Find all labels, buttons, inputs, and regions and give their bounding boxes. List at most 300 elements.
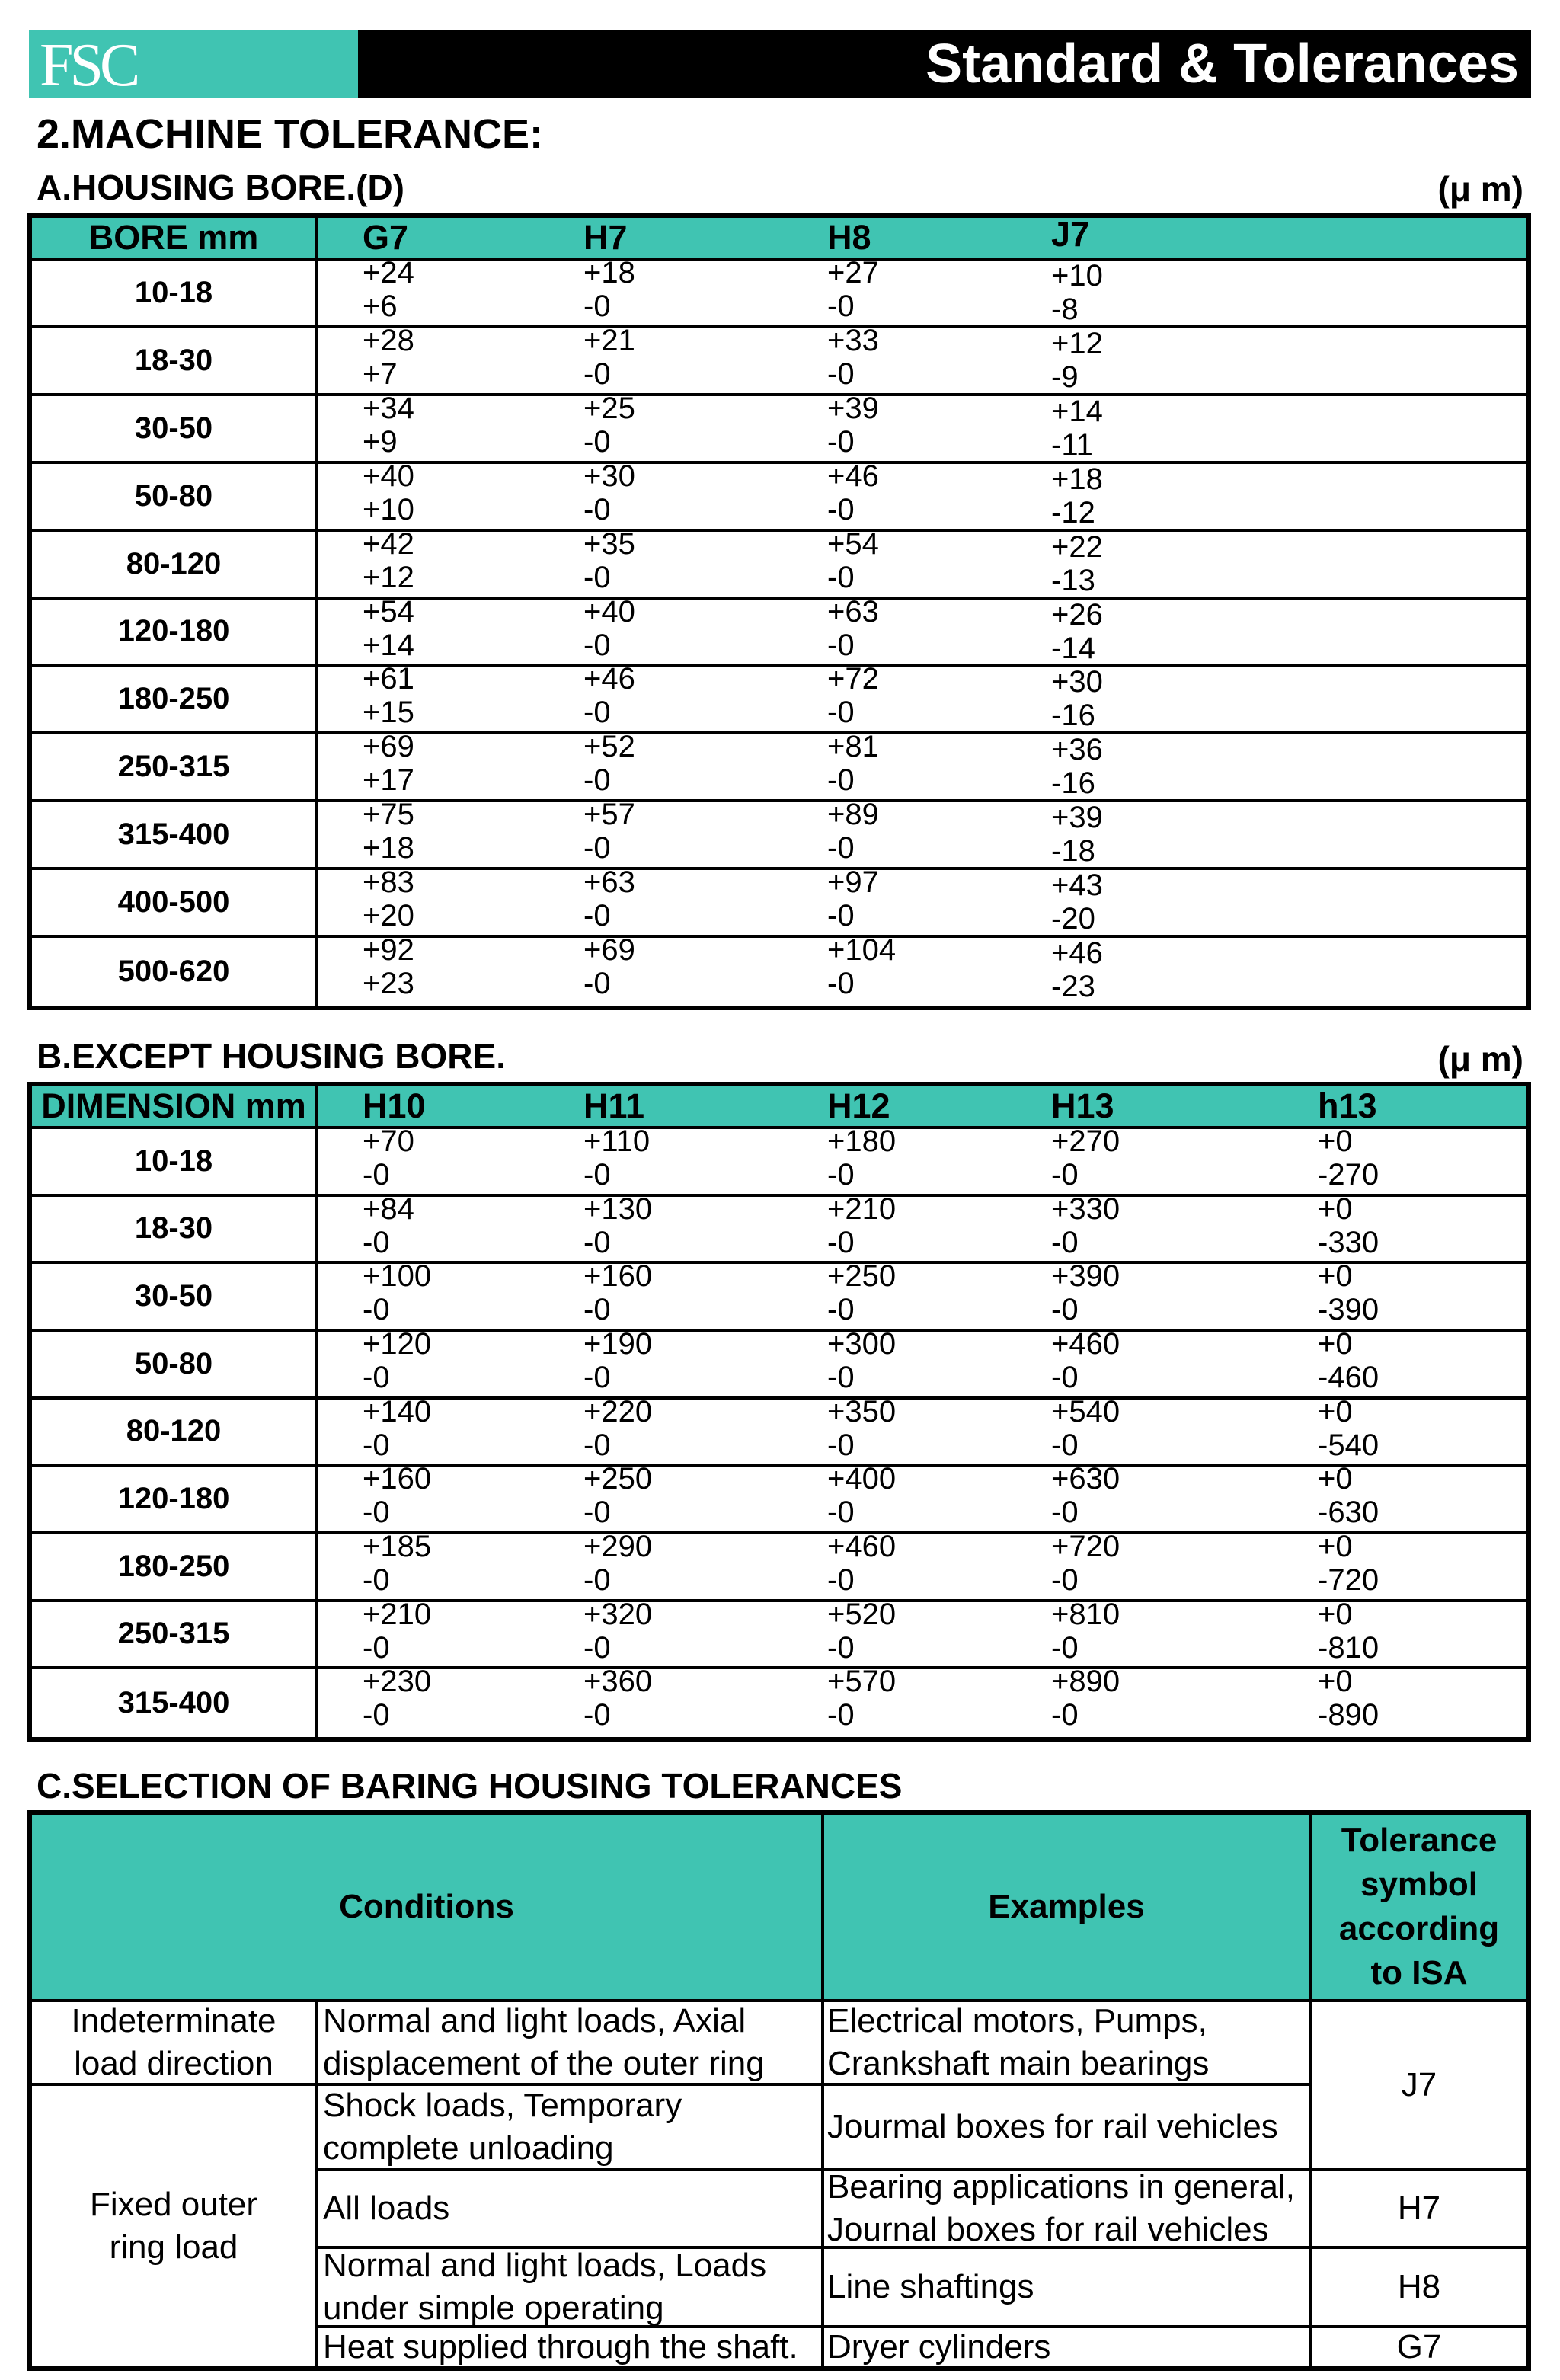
- size-range-label: 18-30: [32, 328, 318, 396]
- tolerance-values: [583, 392, 635, 459]
- tolerance-cell: [783, 1597, 1007, 1670]
- tolerance-upper-deviation: +18: [1051, 462, 1103, 496]
- tolerance-upper-deviation: +42: [363, 526, 414, 561]
- size-range-label: 400-500: [32, 870, 318, 938]
- tolerance-lower-deviation: -0: [827, 628, 855, 662]
- tolerance-values: [827, 527, 879, 594]
- size-range-label: 80-120: [32, 1400, 318, 1467]
- selection-title: C.SELECTION OF BARING HOUSING TOLERANCES: [37, 1766, 903, 1806]
- tolerance-values: [1051, 1598, 1120, 1665]
- tolerance-values: [583, 1327, 652, 1394]
- tolerance-values: [363, 865, 414, 932]
- tolerance-lower-deviation: -0: [827, 1225, 855, 1259]
- tolerance-upper-deviation: +140: [363, 1394, 432, 1428]
- tolerance-upper-deviation: +210: [827, 1192, 897, 1226]
- tolerance-lower-deviation: -0: [583, 560, 611, 594]
- tolerance-values: [583, 933, 635, 1000]
- tolerance-values: [1318, 1598, 1379, 1665]
- size-range-label: 315-400: [32, 1669, 318, 1737]
- tolerance-cell: [318, 1259, 539, 1332]
- tolerance-cell: [783, 1665, 1007, 1737]
- tolerance-symbol-cell: [1312, 2171, 1526, 2249]
- tolerance-cell: [1007, 802, 1526, 870]
- tolerance-values: [583, 662, 635, 729]
- size-range-label: 180-250: [32, 667, 318, 734]
- tolerance-cell: [1007, 261, 1526, 328]
- tolerance-values: [827, 798, 879, 865]
- size-range-label: 500-620: [32, 938, 318, 1006]
- tolerance-lower-deviation: -20: [1051, 902, 1095, 936]
- tolerance-cell: [318, 526, 539, 600]
- tolerance-lower-deviation: +17: [363, 763, 414, 798]
- tolerance-values: [583, 1665, 652, 1732]
- tolerance-values: [363, 1598, 431, 1665]
- load-direction-line: Fixed outer: [89, 2186, 258, 2223]
- tolerance-cell: [1007, 870, 1526, 938]
- column-header-tolerance-symbol: [1312, 1815, 1526, 2002]
- tolerance-values: [1051, 733, 1103, 800]
- tolerance-values: [1051, 1530, 1120, 1597]
- tolerance-lower-deviation: +10: [363, 492, 414, 526]
- tolerance-values: [363, 1327, 431, 1394]
- tolerance-lower-deviation: -630: [1318, 1495, 1379, 1530]
- tolerance-cell: [783, 256, 1007, 328]
- tolerance-lower-deviation: -0: [827, 492, 855, 526]
- load-direction-line: ring load: [109, 2228, 238, 2266]
- tolerance-lower-deviation: -0: [827, 763, 855, 798]
- symbol-header-line: Tolerance: [1341, 1822, 1498, 1859]
- tolerance-cell: [539, 1259, 783, 1332]
- tolerance-lower-deviation: -0: [363, 1158, 390, 1192]
- example-line: Jourmal boxes for rail vehicles: [827, 2108, 1278, 2145]
- tolerance-cell: [1274, 1529, 1526, 1602]
- tolerance-values: [1051, 1462, 1120, 1529]
- conditions-header-label: Conditions: [339, 1888, 514, 1925]
- tolerance-lower-deviation: -540: [1318, 1428, 1379, 1462]
- tolerance-upper-deviation: +39: [827, 391, 879, 425]
- tolerance-values: [583, 1395, 652, 1462]
- tolerance-lower-deviation: -0: [583, 899, 611, 933]
- tolerance-cell: [1274, 1326, 1526, 1400]
- tolerance-values: [363, 1462, 431, 1529]
- tolerance-upper-deviation: +46: [1051, 936, 1103, 971]
- size-range-label: 120-180: [32, 600, 318, 667]
- column-header-tolerance-class: H11: [539, 1086, 783, 1129]
- tolerance-upper-deviation: +890: [1051, 1665, 1120, 1699]
- tolerance-values: [827, 392, 879, 459]
- tolerance-symbol: H8: [1397, 2268, 1441, 2305]
- tolerance-values: [1051, 869, 1103, 936]
- tolerance-lower-deviation: -810: [1318, 1630, 1379, 1665]
- tolerance-upper-deviation: +400: [827, 1462, 897, 1496]
- load-direction-indeterminate: [32, 2002, 318, 2086]
- condition-line: All loads: [323, 2190, 450, 2227]
- tolerance-values: [1318, 1327, 1379, 1394]
- load-direction-line: load direction: [74, 2045, 273, 2082]
- title-bar: [358, 30, 1531, 98]
- tolerance-values: [363, 1192, 414, 1259]
- size-range-label: 10-18: [32, 1129, 318, 1197]
- tolerance-lower-deviation: -0: [583, 1630, 611, 1665]
- tolerance-upper-deviation: +46: [583, 662, 635, 696]
- tolerance-lower-deviation: -0: [363, 1563, 390, 1597]
- tolerance-values: [363, 1665, 431, 1732]
- tolerance-upper-deviation: +83: [363, 865, 414, 900]
- tolerance-cell: [783, 459, 1007, 532]
- tolerance-upper-deviation: +320: [583, 1597, 653, 1631]
- symbol-header-line: symbol: [1360, 1866, 1478, 1903]
- tolerance-symbol-cell: [1312, 2249, 1526, 2328]
- tolerance-lower-deviation: -0: [827, 1158, 855, 1192]
- tolerance-values: [1318, 1259, 1379, 1326]
- column-header-tolerance-class: J7: [1007, 218, 1526, 261]
- tolerance-values: [1051, 1124, 1120, 1192]
- condition-line: Shock loads, Temporary: [323, 2087, 682, 2124]
- tolerance-cell: [783, 594, 1007, 667]
- tolerance-cell: [1007, 1394, 1274, 1467]
- tolerance-lower-deviation: -0: [583, 1158, 611, 1192]
- tolerance-upper-deviation: +92: [363, 933, 414, 968]
- tolerance-cell: [783, 391, 1007, 464]
- tolerance-lower-deviation: -0: [583, 967, 611, 1001]
- except-housing-bore-title: B.EXCEPT HOUSING BORE.: [37, 1036, 506, 1076]
- tolerance-cell: [783, 730, 1007, 802]
- tolerance-lower-deviation: -23: [1051, 970, 1095, 1004]
- load-direction-line: Indeterminate: [71, 2002, 277, 2039]
- tolerance-lower-deviation: -0: [583, 1563, 611, 1597]
- tolerance-upper-deviation: +39: [1051, 801, 1103, 835]
- tolerance-lower-deviation: -0: [827, 1293, 855, 1327]
- tolerance-upper-deviation: +110: [583, 1124, 651, 1158]
- tolerance-values: [583, 595, 635, 662]
- tolerance-lower-deviation: -0: [363, 1630, 390, 1665]
- tolerance-lower-deviation: -0: [583, 1225, 611, 1259]
- example-line: Line shaftings: [827, 2268, 1034, 2305]
- tolerance-upper-deviation: +63: [583, 865, 635, 900]
- tolerance-cell: [1274, 1394, 1526, 1467]
- tolerance-values: [1318, 1192, 1379, 1259]
- tolerance-upper-deviation: +34: [363, 391, 414, 425]
- tolerance-cell: [783, 933, 1007, 1006]
- tolerance-cell: [783, 526, 1007, 600]
- housing-bore-title: A.HOUSING BORE.(D): [37, 168, 404, 207]
- tolerance-upper-deviation: +130: [583, 1192, 653, 1226]
- tolerance-upper-deviation: +61: [363, 662, 414, 696]
- tolerance-values: [1051, 1327, 1120, 1394]
- tolerance-cell: [318, 933, 539, 1006]
- tolerance-upper-deviation: +250: [583, 1462, 653, 1496]
- example-line: Journal boxes for rail vehicles: [827, 2211, 1269, 2248]
- tolerance-upper-deviation: +300: [827, 1326, 897, 1361]
- tolerance-values: [583, 527, 635, 594]
- tolerance-upper-deviation: +57: [583, 798, 635, 832]
- tolerance-upper-deviation: +69: [583, 933, 635, 968]
- tolerance-upper-deviation: +28: [363, 323, 414, 357]
- tolerance-upper-deviation: +43: [1051, 869, 1103, 903]
- tolerance-cell: [318, 1192, 539, 1265]
- section-title: 2.MACHINE TOLERANCE:: [37, 111, 544, 157]
- size-range-label: 50-80: [32, 1332, 318, 1400]
- tolerance-cell: [539, 1124, 783, 1197]
- tolerance-upper-deviation: +54: [363, 594, 414, 629]
- tolerance-values: [1051, 598, 1103, 665]
- tolerance-values: [583, 1124, 650, 1192]
- tolerance-cell: [318, 391, 539, 464]
- tolerance-upper-deviation: +0: [1318, 1192, 1353, 1226]
- tolerance-upper-deviation: +40: [583, 594, 635, 629]
- tolerance-upper-deviation: +104: [827, 933, 897, 968]
- column-header-tolerance-class: H8: [783, 218, 1007, 261]
- column-header-conditions: [32, 1815, 824, 2002]
- condition-cell: [318, 2249, 824, 2328]
- tolerance-cell: [539, 256, 783, 328]
- size-range-label: 250-315: [32, 734, 318, 802]
- tolerance-lower-deviation: -11: [1051, 427, 1093, 462]
- tolerance-lower-deviation: -0: [583, 1428, 611, 1462]
- tolerance-cell: [1007, 1192, 1274, 1265]
- tolerance-values: [363, 256, 414, 323]
- tolerance-values: [827, 1530, 896, 1597]
- tolerance-values: [583, 1598, 652, 1665]
- size-range-label: 50-80: [32, 464, 318, 532]
- tolerance-lower-deviation: -0: [1051, 1158, 1079, 1192]
- tolerance-lower-deviation: +6: [363, 290, 398, 323]
- tolerance-cell: [318, 459, 539, 532]
- tolerance-upper-deviation: +290: [583, 1529, 653, 1563]
- tolerance-cell: [539, 662, 783, 734]
- tolerance-values: [1051, 1259, 1120, 1326]
- tolerance-lower-deviation: -16: [1051, 699, 1095, 733]
- column-header-tolerance-class: H10: [318, 1086, 539, 1129]
- tolerance-lower-deviation: -0: [827, 831, 855, 865]
- tolerance-values: [583, 865, 635, 932]
- tolerance-lower-deviation: -0: [583, 357, 611, 391]
- tolerance-upper-deviation: +27: [827, 256, 879, 290]
- condition-line: under simple operating: [323, 2289, 664, 2327]
- tolerance-values: [827, 1192, 896, 1259]
- tolerance-lower-deviation: +12: [363, 560, 414, 594]
- tolerance-lower-deviation: -460: [1318, 1360, 1379, 1394]
- size-range-label: 18-30: [32, 1197, 318, 1265]
- tolerance-cell: [1007, 1462, 1274, 1534]
- tolerance-values: [1318, 1124, 1379, 1192]
- tolerance-cell: [1274, 1597, 1526, 1670]
- tolerance-upper-deviation: +10: [1051, 259, 1103, 293]
- tolerance-cell: [539, 391, 783, 464]
- tolerance-lower-deviation: -720: [1318, 1563, 1379, 1597]
- tolerance-cell: [318, 865, 539, 938]
- tolerance-values: [1318, 1665, 1379, 1732]
- housing-tolerance-selection-table: [27, 1810, 1531, 2371]
- tolerance-values: [583, 1462, 652, 1529]
- example-cell: [824, 2168, 1312, 2249]
- tolerance-lower-deviation: -0: [827, 560, 855, 594]
- tolerance-lower-deviation: -0: [583, 763, 611, 798]
- tolerance-upper-deviation: +360: [583, 1665, 653, 1699]
- tolerance-cell: [1274, 1124, 1526, 1197]
- tolerance-upper-deviation: +72: [827, 662, 879, 696]
- tolerance-cell: [1274, 1665, 1526, 1737]
- tolerance-lower-deviation: -0: [1051, 1360, 1079, 1394]
- tolerance-values: [827, 1124, 896, 1192]
- tolerance-symbol-cell: [1312, 2328, 1526, 2366]
- tolerance-values: [363, 459, 414, 526]
- tolerance-upper-deviation: +35: [583, 526, 635, 561]
- tolerance-upper-deviation: +230: [363, 1665, 432, 1699]
- symbol-header-line: to ISA: [1370, 1954, 1468, 1991]
- tolerance-values: [1051, 1665, 1120, 1732]
- tolerance-lower-deviation: -0: [363, 1698, 390, 1732]
- tolerance-upper-deviation: +0: [1318, 1462, 1353, 1496]
- tolerance-values: [1051, 530, 1103, 597]
- tolerance-cell: [783, 1326, 1007, 1400]
- tolerance-cell: [783, 1192, 1007, 1265]
- example-cell: [824, 2002, 1312, 2086]
- tolerance-lower-deviation: -0: [363, 1225, 390, 1259]
- housing-bore-unit: (μ m): [1437, 169, 1523, 209]
- tolerance-cell: [539, 1665, 783, 1737]
- tolerance-lower-deviation: -0: [583, 492, 611, 526]
- except-housing-bore-unit: (μ m): [1437, 1039, 1523, 1079]
- load-direction-fixed-outer-ring: [32, 2086, 318, 2366]
- tolerance-lower-deviation: -0: [827, 290, 855, 323]
- tolerance-values: [363, 527, 414, 594]
- tolerance-values: [583, 1530, 652, 1597]
- tolerance-values: [363, 798, 414, 865]
- tolerance-values: [363, 324, 414, 391]
- tolerance-upper-deviation: +460: [1051, 1326, 1120, 1361]
- tolerance-upper-deviation: +84: [363, 1192, 414, 1226]
- tolerance-upper-deviation: +46: [827, 459, 879, 493]
- tolerance-lower-deviation: -12: [1051, 495, 1095, 529]
- tolerance-values: [363, 1124, 414, 1192]
- tolerance-upper-deviation: +54: [827, 526, 879, 561]
- tolerance-upper-deviation: +70: [363, 1124, 414, 1158]
- example-cell: [824, 2328, 1312, 2366]
- tolerance-values: [827, 730, 879, 797]
- except-housing-bore-table: [27, 1082, 1531, 1742]
- tolerance-cell: [318, 1326, 539, 1400]
- tolerance-values: [827, 1665, 896, 1732]
- tolerance-upper-deviation: +0: [1318, 1124, 1353, 1158]
- tolerance-cell: [539, 865, 783, 938]
- tolerance-values: [583, 1192, 652, 1259]
- tolerance-lower-deviation: -0: [1051, 1495, 1079, 1530]
- tolerance-upper-deviation: +0: [1318, 1597, 1353, 1631]
- tolerance-values: [827, 662, 879, 729]
- tolerance-upper-deviation: +520: [827, 1597, 897, 1631]
- tolerance-lower-deviation: -16: [1051, 766, 1095, 801]
- tolerance-lower-deviation: -0: [827, 357, 855, 391]
- tolerance-upper-deviation: +40: [363, 459, 414, 493]
- tolerance-lower-deviation: -390: [1318, 1293, 1379, 1327]
- tolerance-lower-deviation: -0: [583, 1360, 611, 1394]
- tolerance-lower-deviation: -0: [827, 1630, 855, 1665]
- column-header-examples: [824, 1815, 1312, 2002]
- tolerance-lower-deviation: -0: [827, 1563, 855, 1597]
- condition-cell: [318, 2002, 824, 2086]
- tolerance-lower-deviation: -0: [363, 1495, 390, 1530]
- tolerance-values: [583, 730, 635, 797]
- tolerance-upper-deviation: +24: [363, 256, 414, 290]
- size-range-label: 180-250: [32, 1534, 318, 1602]
- condition-line: Normal and light loads, Loads: [323, 2247, 767, 2284]
- tolerance-lower-deviation: -0: [1051, 1630, 1079, 1665]
- tolerance-values: [583, 459, 635, 526]
- tolerance-values: [1051, 327, 1103, 394]
- tolerance-lower-deviation: -0: [827, 967, 855, 1001]
- tolerance-upper-deviation: +210: [363, 1597, 432, 1631]
- tolerance-cell: [1007, 1529, 1274, 1602]
- size-range-label: 10-18: [32, 261, 318, 328]
- tolerance-lower-deviation: -0: [363, 1293, 390, 1327]
- tolerance-lower-deviation: -0: [583, 424, 611, 459]
- tolerance-cell: [318, 594, 539, 667]
- tolerance-upper-deviation: +52: [583, 730, 635, 764]
- size-range-label: 315-400: [32, 802, 318, 870]
- tolerance-upper-deviation: +160: [583, 1259, 653, 1294]
- tolerance-cell: [318, 662, 539, 734]
- tolerance-values: [1051, 1395, 1120, 1462]
- tolerance-values: [1318, 1395, 1379, 1462]
- tolerance-cell: [783, 1259, 1007, 1332]
- tolerance-cell: [539, 730, 783, 802]
- tolerance-lower-deviation: +15: [363, 696, 414, 730]
- tolerance-symbol: J7: [1401, 2066, 1437, 2103]
- tolerance-upper-deviation: +0: [1318, 1394, 1353, 1428]
- tolerance-upper-deviation: +330: [1051, 1192, 1120, 1226]
- tolerance-upper-deviation: +63: [827, 594, 879, 629]
- tolerance-values: [583, 256, 635, 323]
- tolerance-cell: [539, 1192, 783, 1265]
- tolerance-cell: [1007, 597, 1526, 667]
- tolerance-values: [363, 595, 414, 662]
- tolerance-values: [1051, 462, 1103, 529]
- tolerance-values: [363, 730, 414, 797]
- tolerance-values: [1051, 1192, 1120, 1259]
- tolerance-upper-deviation: +30: [583, 459, 635, 493]
- tolerance-upper-deviation: +22: [1051, 529, 1103, 564]
- tolerance-lower-deviation: -270: [1318, 1158, 1379, 1192]
- example-line: Bearing applications in general,: [827, 2168, 1295, 2206]
- column-header-tolerance-class: H7: [539, 218, 783, 261]
- tolerance-lower-deviation: +9: [363, 424, 398, 459]
- tolerance-lower-deviation: -0: [1051, 1293, 1079, 1327]
- tolerance-upper-deviation: +81: [827, 730, 879, 764]
- column-header-tolerance-class: h13: [1274, 1086, 1526, 1129]
- tolerance-cell: [783, 1462, 1007, 1534]
- tolerance-cell: [1007, 734, 1526, 802]
- tolerance-values: [1318, 1530, 1379, 1597]
- tolerance-values: [827, 1327, 896, 1394]
- condition-line: complete unloading: [323, 2129, 614, 2167]
- tolerance-upper-deviation: +630: [1051, 1462, 1120, 1496]
- tolerance-cell: [539, 1529, 783, 1602]
- tolerance-cell: [539, 1326, 783, 1400]
- tolerance-upper-deviation: +350: [827, 1394, 897, 1428]
- condition-line: displacement of the outer ring: [323, 2045, 765, 2082]
- tolerance-upper-deviation: +190: [583, 1326, 653, 1361]
- fsc-logo: FSC: [40, 32, 137, 99]
- tolerance-values: [583, 324, 635, 391]
- tolerance-upper-deviation: +69: [363, 730, 414, 764]
- example-line: Dryer cylinders: [827, 2328, 1051, 2366]
- tolerance-values: [363, 1259, 431, 1326]
- tolerance-cell: [783, 1124, 1007, 1197]
- tolerance-lower-deviation: -330: [1318, 1225, 1379, 1259]
- tolerance-values: [363, 662, 414, 729]
- column-header-tolerance-class: H12: [783, 1086, 1007, 1129]
